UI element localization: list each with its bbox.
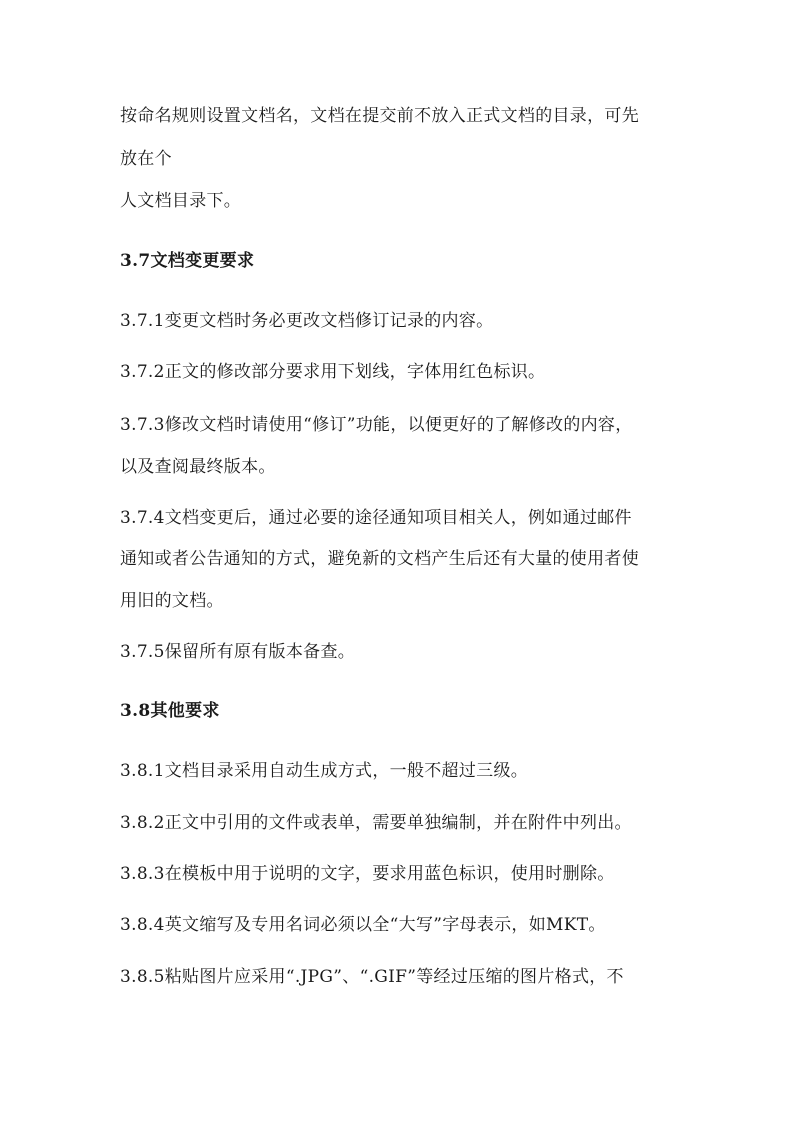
paragraph-line: 3.7.2正文的修改部分要求用下划线，字体用红色标识。 (120, 362, 546, 382)
paragraph-line: 3.8.5粘贴图片应采用“.JPG”、“.GIF”等经过压缩的图片格式，不 (120, 967, 624, 987)
paragraph-line: 人文档目录下。 (120, 191, 242, 211)
section-heading: 3.8其他要求 (120, 701, 220, 721)
paragraph-line: 放在个 (120, 149, 172, 169)
paragraph-line: 按命名规则设置文档名，文档在提交前不放入正式文档的目录，可先 (120, 106, 639, 126)
paragraph-line: 3.8.1文档目录采用自动生成方式，一般不超过三级。 (120, 761, 529, 781)
section-heading: 3.7文档变更要求 (120, 251, 255, 271)
paragraph-line: 用旧的文档。 (120, 591, 224, 611)
paragraph-line: 通知或者公告通知的方式，避免新的文档产生后还有大量的使用者使 (120, 549, 639, 569)
paragraph-line: 3.7.3修改文档时请使用“修订”功能，以便更好的了解修改的内容， (120, 415, 633, 435)
paragraph-line: 以及查阅最终版本。 (120, 457, 276, 477)
paragraph-line: 3.7.1变更文档时务必更改文档修订记录的内容。 (120, 311, 494, 331)
paragraph-line: 3.8.4英文缩写及专用名词必须以全“大写”字母表示，如MKT。 (120, 915, 606, 935)
paragraph-line: 3.8.3在模板中用于说明的文字，要求用蓝色标识，使用时删除。 (120, 864, 615, 884)
paragraph-line: 3.8.2正文中引用的文件或表单，需要单独编制，并在附件中列出。 (120, 813, 632, 833)
paragraph-line: 3.7.4文档变更后，通过必要的途径通知项目相关人，例如通过邮件 (120, 508, 632, 528)
paragraph-line: 3.7.5保留所有原有版本备查。 (120, 642, 356, 662)
